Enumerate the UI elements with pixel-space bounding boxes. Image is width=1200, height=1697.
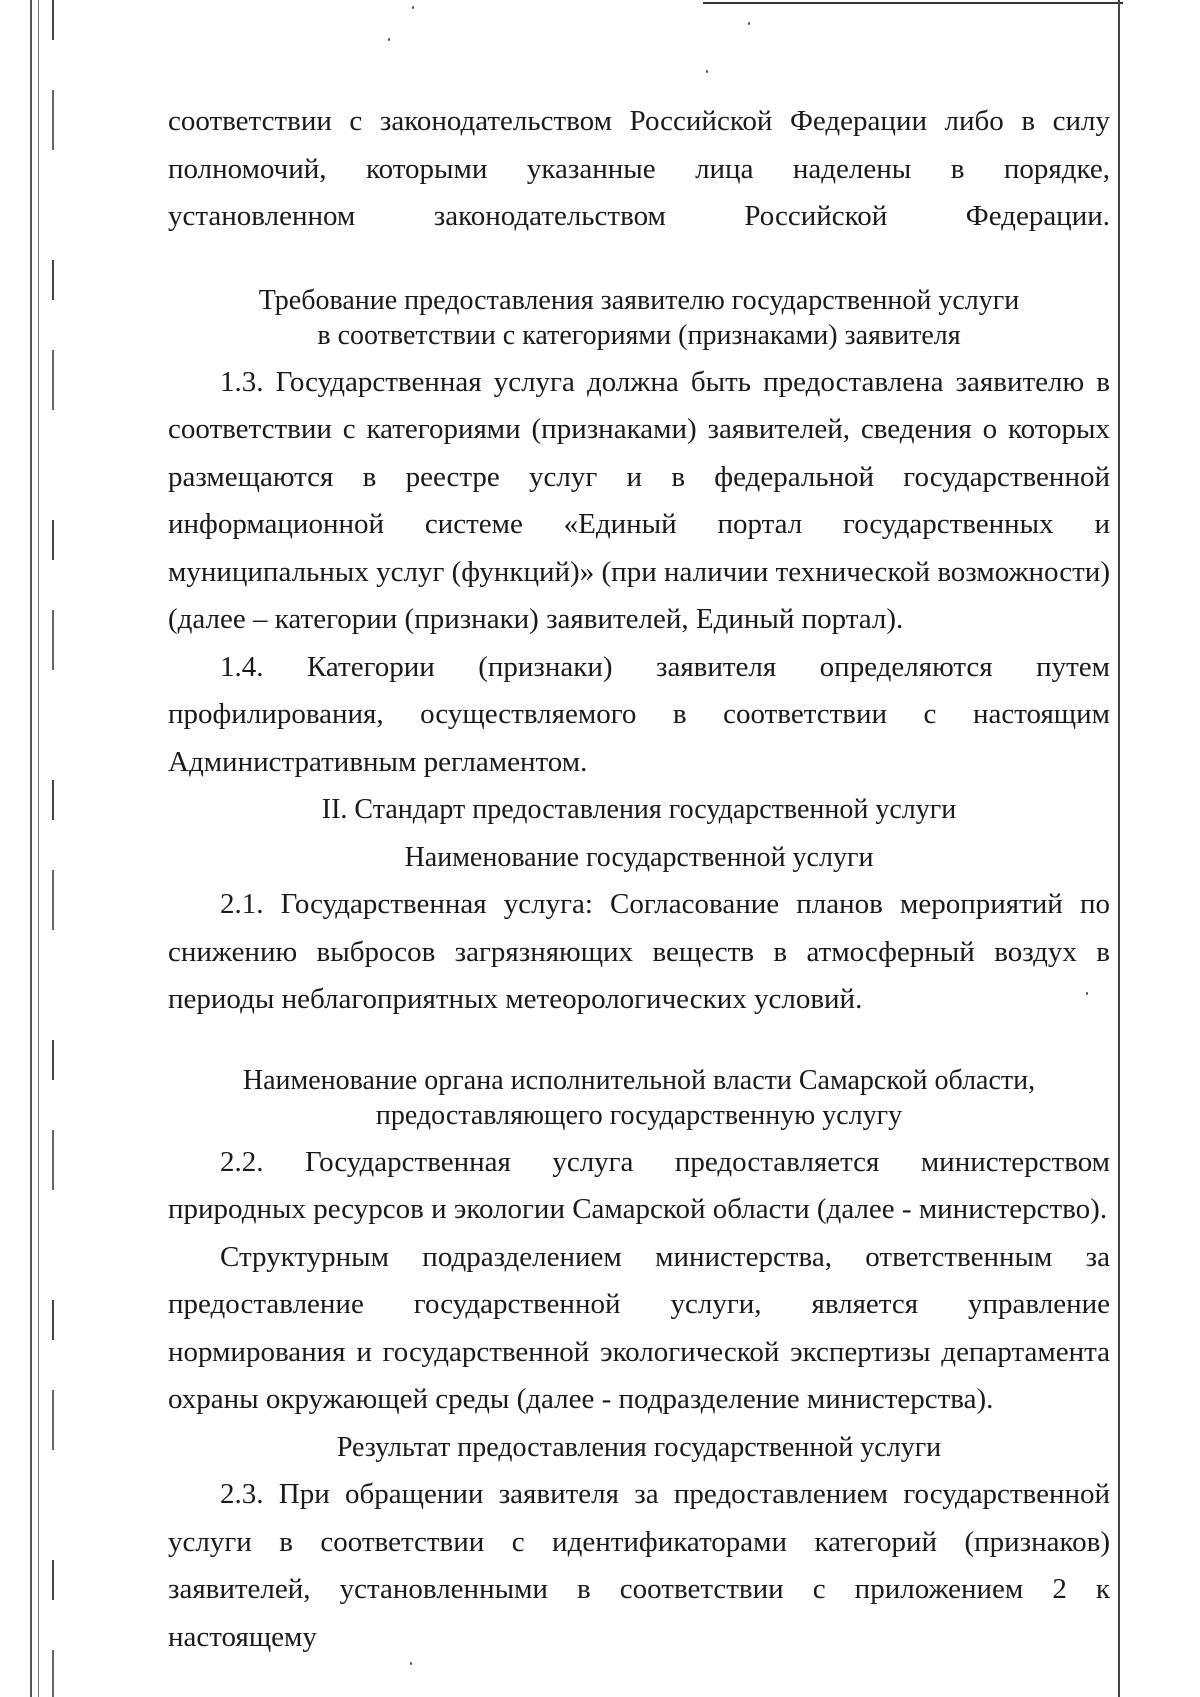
paragraph-2-1 <box>168 881 1110 1024</box>
heading-service-name <box>168 834 1110 882</box>
heading-text: Наименование государственной услуги <box>404 841 874 873</box>
heading-applicant-categories <box>168 244 1110 359</box>
heading-service-result <box>168 1424 1110 1472</box>
paragraph-continuation <box>168 98 1110 241</box>
paragraph-1-3 <box>168 359 1110 644</box>
heading-text: Наименование органа исполнительной власти Самарской области, предоставляющего государственную услугу <box>242 1064 1036 1131</box>
heading-text: Результат предоставления государственной услуги <box>336 1431 942 1463</box>
heading-text: II. Стандарт предоставления государственной услуги <box>321 794 957 825</box>
paragraph-1-4 <box>168 644 1110 787</box>
paragraph-text: 2.3. При обращении заявителя за предоставлением государственной услуги в соответствии с идентификаторами категорий (признаков) заявителей, установленными в соответствии с приложением 2 к настоящему <box>168 1478 1110 1653</box>
heading-authority-name <box>168 1024 1110 1139</box>
paragraph-2-2 <box>168 1139 1110 1234</box>
scan-left-edge-artifacts <box>0 0 80 1697</box>
scan-top-rule <box>703 2 1123 4</box>
heading-text: Требование предоставления заявителю государственной услуги в соответствии с категориями (признаками) заявителя <box>258 284 1020 351</box>
scan-right-rule <box>1118 0 1120 1697</box>
paragraph-2-3 <box>168 1471 1110 1661</box>
paragraph-text: Структурным подразделением министерства, ответственным за предоставление государственной услуги, является управление нормирования и государственной экологической экспертизы департамента охраны окружающей среды (далее - подразделение министерства). <box>168 1240 1110 1415</box>
scan-speck <box>748 22 750 25</box>
section-heading-ii <box>168 786 1110 834</box>
paragraph-text: 1.4. Категории (признаки) заявителя определяются путем профилирования, осуществляемого в соответствии с настоящим Административным регламентом. <box>168 650 1110 778</box>
scan-speck <box>410 1662 412 1665</box>
scan-speck <box>412 6 414 9</box>
paragraph-text: 2.2. Государственная услуга предоставляется министерством природных ресурсов и экологии Самарской области (далее - министерство). <box>168 1145 1110 1225</box>
paragraph-text: 2.1. Государственная услуга: Согласование планов мероприятий по снижению выбросов загрязняющих веществ в атмосферный воздух в периоды неблагоприятных метеорологических условий. <box>168 888 1110 1015</box>
paragraph-structural-unit <box>168 1234 1110 1424</box>
paragraph-text: 1.3. Государственная услуга должна быть предоставлена заявителю в соответствии с категориями (признаками) заявителей, сведения о которых размещаются в реестре услуг и в федеральной государственной информационной системе «Единый портал государственных и муниципальных услуг (функций)» (при наличии технической возможности) (далее – категории (признаки) заявителей, Единый портал). <box>168 365 1110 635</box>
scan-speck <box>388 38 390 41</box>
paragraph-text: соответствии с законодательством Российской Федерации либо в силу полномочий, которыми указанные лица наделены в порядке, установленном законодательством Российской Федерации. <box>168 105 1110 232</box>
scan-speck <box>706 70 708 73</box>
document-page <box>168 98 1110 1661</box>
